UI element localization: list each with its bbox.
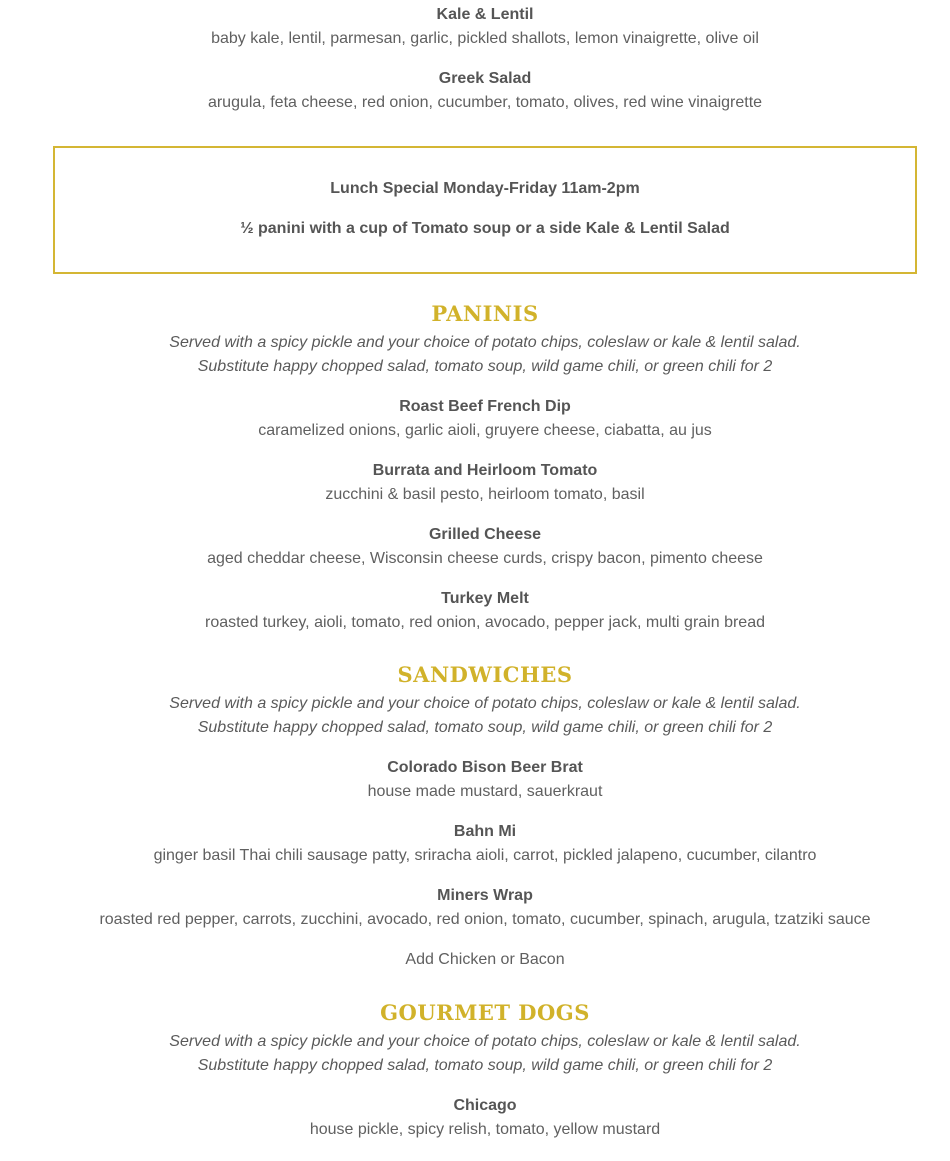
section-heading-gourmet-dogs: GOURMET DOGS bbox=[380, 1000, 590, 1025]
menu-item-description: roasted turkey, aioli, tomato, red onion, avocado, pepper jack, multi grain bread bbox=[204, 614, 765, 631]
section-heading-paninis: PANINIS bbox=[431, 301, 539, 326]
lunch-special-detail: ½ panini with a cup of Tomato soup or a side Kale & Lentil Salad bbox=[240, 220, 730, 237]
menu-item-description: arugula, feta cheese, red onion, cucumber, tomato, olives, red wine vinaigrette bbox=[207, 94, 763, 111]
menu-item-description: roasted red pepper, carrots, zucchini, avocado, red onion, tomato, cucumber, spinach, arugula, tzatziki sauce bbox=[99, 911, 871, 928]
menu-item-name: Chicago bbox=[453, 1097, 517, 1114]
lunch-special-title: Lunch Special Monday-Friday 11am-2pm bbox=[330, 180, 640, 197]
menu-item-name: Burrata and Heirloom Tomato bbox=[372, 462, 598, 479]
lunch-special-box bbox=[53, 146, 917, 274]
menu-item-description: zucchini & basil pesto, heirloom tomato, basil bbox=[325, 486, 645, 503]
section-heading-sandwiches: SANDWICHES bbox=[397, 662, 573, 687]
menu-item-name: Colorado Bison Beer Brat bbox=[387, 759, 583, 776]
menu-item-name: Roast Beef French Dip bbox=[399, 398, 571, 415]
menu-item-name: Bahn Mi bbox=[453, 823, 517, 840]
section-note: Substitute happy chopped salad, tomato soup, wild game chili, or green chili for 2 bbox=[197, 358, 773, 375]
section-note: Served with a spicy pickle and your choice of potato chips, coleslaw or kale & lentil salad. bbox=[169, 334, 801, 351]
section-note: Served with a spicy pickle and your choice of potato chips, coleslaw or kale & lentil salad. bbox=[169, 695, 801, 712]
menu-item-name: Kale & Lentil bbox=[436, 6, 534, 23]
menu-item-name: Grilled Cheese bbox=[428, 526, 542, 543]
menu-item-description: house made mustard, sauerkraut bbox=[367, 783, 603, 800]
menu-item-description: house pickle, spicy relish, tomato, yellow mustard bbox=[309, 1121, 661, 1138]
section-note: Served with a spicy pickle and your choice of potato chips, coleslaw or kale & lentil salad. bbox=[169, 1033, 801, 1050]
section-note: Substitute happy chopped salad, tomato soup, wild game chili, or green chili for 2 bbox=[197, 719, 773, 736]
section-note: Substitute happy chopped salad, tomato soup, wild game chili, or green chili for 2 bbox=[197, 1057, 773, 1074]
menu-item-name: Turkey Melt bbox=[441, 590, 529, 607]
menu-item-description: aged cheddar cheese, Wisconsin cheese curds, crispy bacon, pimento cheese bbox=[207, 550, 763, 567]
menu-item-name: Miners Wrap bbox=[437, 887, 533, 904]
menu-addon-text: Add Chicken or Bacon bbox=[405, 951, 565, 968]
menu-item-description: caramelized onions, garlic aioli, gruyere cheese, ciabatta, au jus bbox=[258, 422, 712, 439]
menu-item-description: baby kale, lentil, parmesan, garlic, pickled shallots, lemon vinaigrette, olive oil bbox=[211, 30, 759, 47]
menu-item-description: ginger basil Thai chili sausage patty, sriracha aioli, carrot, pickled jalapeno, cucumber, cilantro bbox=[153, 847, 817, 864]
menu-item-name: Greek Salad bbox=[438, 70, 532, 87]
